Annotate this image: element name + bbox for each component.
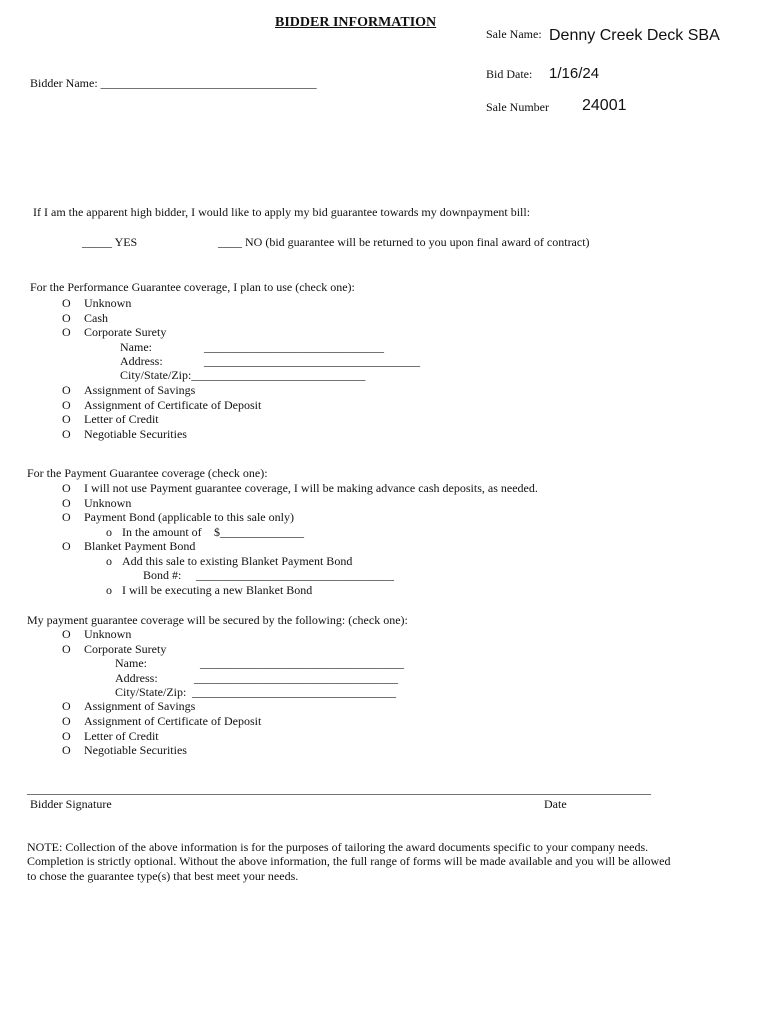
option-label: Unknown [84, 627, 132, 641]
secured-surety-city-field[interactable]: __________________________________ [192, 685, 396, 699]
performance-surety-address-field[interactable]: ____________________________________ [204, 354, 420, 368]
sale-name-value[interactable]: Denny Creek Deck SBA [549, 27, 720, 44]
option-label: I will be executing a new Blanket Bond [122, 583, 313, 597]
secured-surety-name-label: Name: [115, 656, 147, 670]
radio-bullet[interactable]: O [62, 642, 71, 656]
no-label: NO (bid guarantee will be returned to you upon final award of contract) [245, 235, 590, 249]
sub-bullet[interactable]: o [106, 554, 112, 568]
city-field[interactable]: _____________________________ [191, 368, 366, 382]
performance-heading: For the Performance Guarantee coverage, I plan to use (check one): [30, 280, 355, 294]
signature-line[interactable]: ________________________________________________________________________________________________________ [27, 782, 651, 796]
option-label: Negotiable Securities [84, 743, 187, 757]
option-label: Blanket Payment Bond [84, 539, 196, 553]
performance-option-securities[interactable] [62, 427, 187, 441]
secured-surety-address-label: Address: [115, 671, 158, 685]
secured-option-unknown[interactable] [62, 627, 131, 641]
option-label: Assignment of Certificate of Deposit [84, 398, 262, 412]
secured-option-securities[interactable] [62, 743, 187, 757]
option-label: Negotiable Securities [84, 427, 187, 441]
downpayment-no[interactable] [218, 235, 590, 249]
radio-bullet[interactable]: O [62, 427, 71, 441]
option-label: Corporate Surety [84, 642, 167, 656]
secured-option-loc[interactable] [62, 729, 159, 743]
secured-option-savings[interactable] [62, 699, 195, 713]
secured-surety-name-field[interactable]: __________________________________ [200, 656, 404, 670]
payment-option-bond[interactable] [62, 510, 294, 524]
radio-bullet[interactable]: O [62, 714, 71, 728]
option-label: Letter of Credit [84, 729, 159, 743]
option-label: Unknown [84, 496, 132, 510]
no-check-line[interactable]: ____ [218, 235, 242, 249]
payment-option-blanket[interactable] [62, 539, 195, 553]
note-line-1: NOTE: Collection of the above information is for the purposes of tailoring the award documents specific to your company needs. [27, 840, 649, 854]
payment-amount-field[interactable]: $______________ [214, 525, 304, 539]
signature-label: Bidder Signature [30, 797, 112, 811]
payment-option-unknown[interactable] [62, 496, 131, 510]
option-label: Add this sale to existing Blanket Payment Bond [122, 554, 353, 568]
option-label: Assignment of Certificate of Deposit [84, 714, 262, 728]
bidder-name-label: Bidder Name: [30, 76, 98, 90]
downpayment-question: If I am the apparent high bidder, I would like to apply my bid guarantee towards my downpayment bill: [33, 205, 531, 219]
radio-bullet[interactable]: O [62, 743, 71, 757]
radio-bullet[interactable]: O [62, 481, 71, 495]
note-line-3: to chose the guarantee type(s) that best meet your needs. [27, 869, 299, 883]
performance-option-cd[interactable] [62, 398, 261, 412]
secured-surety-address-field[interactable]: __________________________________ [194, 671, 398, 685]
radio-bullet[interactable]: O [62, 627, 71, 641]
option-label: Cash [84, 311, 108, 325]
radio-bullet[interactable]: O [62, 729, 71, 743]
performance-surety-address-label: Address: [120, 354, 163, 368]
performance-surety-name-field[interactable]: ______________________________ [204, 340, 384, 354]
amount-label: In the amount of [122, 525, 202, 539]
note-line-2: Completion is strictly optional. Without the above information, the full range of forms will be made available and you will be allowed [27, 854, 671, 868]
date-label: Date [544, 797, 567, 811]
secured-surety-city-label: City/State/Zip: [115, 685, 187, 699]
payment-bond-number-field[interactable]: _________________________________ [196, 568, 394, 582]
radio-bullet[interactable]: O [62, 496, 71, 510]
radio-bullet[interactable]: O [62, 383, 71, 397]
performance-option-surety[interactable] [62, 325, 166, 339]
performance-option-unknown[interactable] [62, 296, 131, 310]
secured-heading: My payment guarantee coverage will be secured by the following: (check one): [27, 613, 408, 627]
performance-option-savings[interactable] [62, 383, 195, 397]
form-title: BIDDER INFORMATION [275, 15, 437, 30]
bid-date-value[interactable]: 1/16/24 [549, 65, 600, 82]
option-label: Letter of Credit [84, 412, 159, 426]
bidder-name-field[interactable]: ____________________________________ [100, 76, 317, 90]
performance-surety-city-row [120, 368, 365, 382]
sub-bullet[interactable]: o [106, 583, 112, 597]
secured-option-surety[interactable] [62, 642, 166, 656]
performance-surety-name-label: Name: [120, 340, 152, 354]
performance-option-cash[interactable] [62, 311, 108, 325]
sale-number-label: Sale Number [486, 100, 549, 114]
option-label: Assignment of Savings [84, 699, 196, 713]
payment-amount-row [106, 525, 202, 539]
payment-option-no-use[interactable] [62, 481, 538, 495]
radio-bullet[interactable]: O [62, 412, 71, 426]
sub-bullet[interactable]: o [106, 525, 112, 539]
radio-bullet[interactable]: O [62, 398, 71, 412]
sale-name-label: Sale Name: [486, 27, 542, 41]
payment-add-existing[interactable] [106, 554, 352, 568]
yes-check-line[interactable]: _____ [82, 235, 112, 249]
performance-option-loc[interactable] [62, 412, 159, 426]
secured-option-cd[interactable] [62, 714, 261, 728]
option-label: Corporate Surety [84, 325, 167, 339]
radio-bullet[interactable]: O [62, 296, 71, 310]
option-label: Unknown [84, 296, 132, 310]
payment-new-blanket[interactable] [106, 583, 312, 597]
payment-heading: For the Payment Guarantee coverage (check one): [27, 466, 268, 480]
yes-label: YES [114, 235, 138, 249]
city-label: City/State/Zip: [120, 368, 192, 382]
bidder-name-row [30, 76, 317, 90]
downpayment-yes[interactable] [82, 235, 137, 249]
payment-bond-number-label: Bond #: [143, 568, 182, 582]
option-label: I will not use Payment guarantee coverage, I will be making advance cash deposits, as needed. [84, 481, 538, 495]
radio-bullet[interactable]: O [62, 325, 71, 339]
radio-bullet[interactable]: O [62, 510, 71, 524]
option-label: Payment Bond (applicable to this sale only) [84, 510, 294, 524]
radio-bullet[interactable]: O [62, 311, 71, 325]
option-label: Assignment of Savings [84, 383, 196, 397]
sale-number-value[interactable]: 24001 [582, 97, 627, 114]
radio-bullet[interactable]: O [62, 539, 71, 553]
radio-bullet[interactable]: O [62, 699, 71, 713]
bid-date-label: Bid Date: [486, 67, 533, 81]
